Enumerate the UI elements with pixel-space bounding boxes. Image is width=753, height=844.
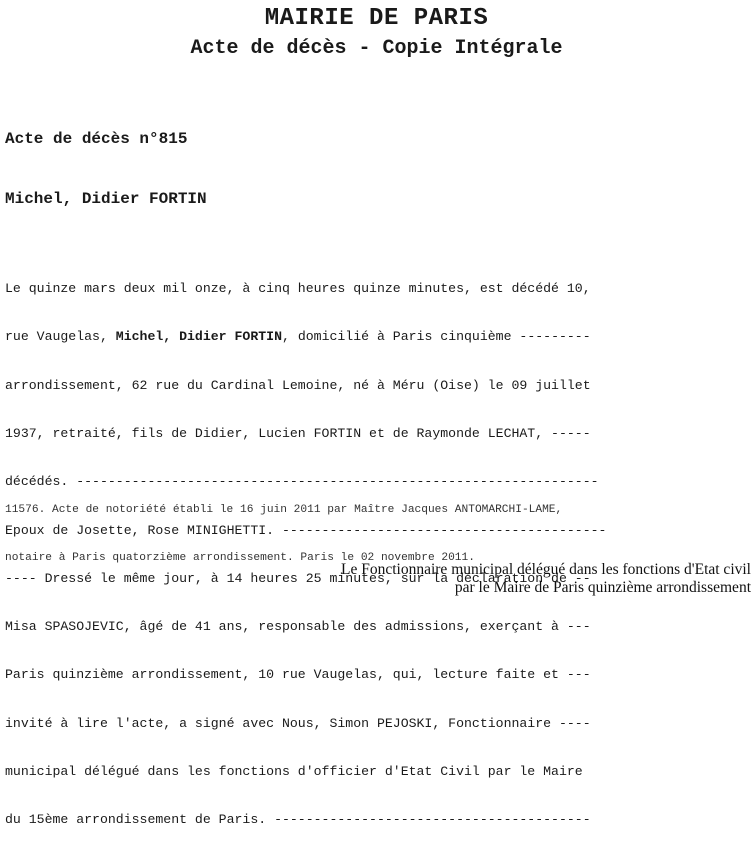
- deceased-name-inline: Michel, Didier FORTIN: [115, 329, 282, 345]
- mention-line: 11576. Acte de notoriété établi le 16 juin 2011 par Maître Jacques ANTOMARCHI-LAME,: [5, 504, 563, 516]
- act-body-line: ---- Dressé le même jour, à 14 heures 25 minutes, sur la déclaration de --: [5, 570, 591, 586]
- act-body-line: Paris quinzième arrondissement, 10 rue Vaugelas, qui, lecture faite et ---: [5, 667, 591, 683]
- act-body-fragment: rue Vaugelas,: [5, 329, 116, 345]
- deceased-name: Michel, Didier FORTIN: [5, 190, 207, 208]
- signature-line: par le Maire de Paris quinzième arrondissement: [454, 579, 751, 596]
- act-body-fragment: , domicilié à Paris cinquième ---------: [282, 329, 591, 345]
- act-body-line: invité à lire l'acte, a signé avec Nous, Simon PEJOSKI, Fonctionnaire ----: [5, 715, 591, 731]
- act-body-line: Le quinze mars deux mil onze, à cinq heures quinze minutes, est décédé 10,: [5, 281, 591, 297]
- act-number: Acte de décès n°815: [5, 130, 188, 148]
- document-title: MAIRIE DE PARIS: [264, 5, 489, 32]
- signature-block: [341, 561, 751, 597]
- act-body-line: Epoux de Josette, Rose MINIGHETTI. -----------------------------------------: [5, 522, 607, 538]
- act-body-line: [5, 329, 665, 345]
- act-body-line: 1937, retraité, fils de Didier, Lucien FORTIN et de Raymonde LECHAT, -----: [5, 426, 591, 442]
- act-body-line: municipal délégué dans les fonctions d'officier d'Etat Civil par le Maire: [5, 764, 583, 779]
- mention-line: notaire à Paris quatorzième arrondissement. Paris le 02 novembre 2011.: [5, 552, 475, 564]
- act-body-line: Misa SPASOJEVIC, âgé de 41 ans, responsable des admissions, exerçant à ---: [5, 619, 591, 635]
- act-body-line: décédés. ------------------------------------------------------------------: [5, 474, 599, 490]
- signature-line: Le Fonctionnaire municipal délégué dans les fonctions d'Etat civil: [341, 561, 751, 578]
- act-body-line: du 15ème arrondissement de Paris. ----------------------------------------: [5, 812, 591, 828]
- act-body-line: arrondissement, 62 rue du Cardinal Lemoine, né à Méru (Oise) le 09 juillet: [5, 377, 591, 393]
- document-subtitle: Acte de décès - Copie Intégrale: [190, 37, 563, 60]
